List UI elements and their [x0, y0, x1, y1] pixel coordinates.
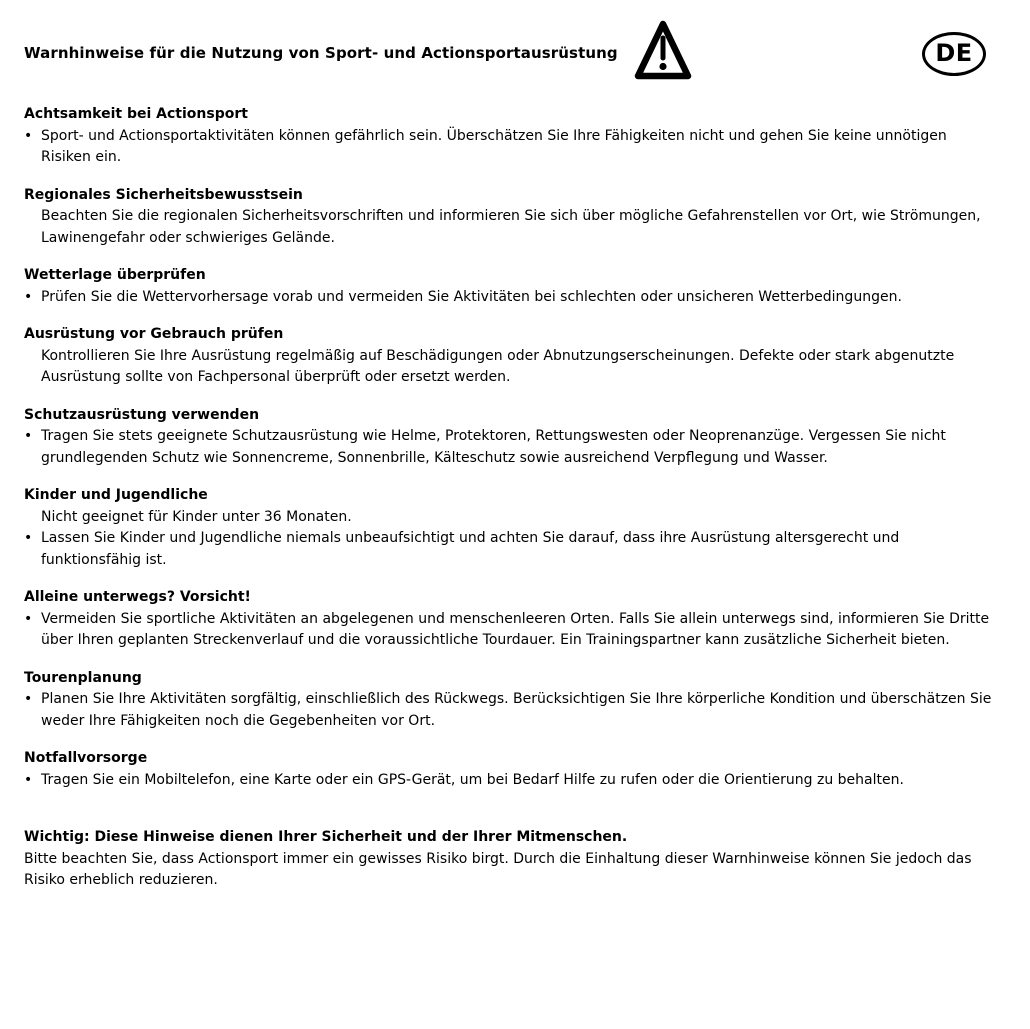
section-heading: Alleine unterwegs? Vorsicht!	[24, 589, 251, 605]
list-item-text: Lassen Sie Kinder und Jugendliche niemals unbeaufsichtigt und achten Sie darauf, dass ihre Ausrüstung altersgerecht und funktionsfähig ist.	[41, 530, 900, 568]
document-title: Warnhinweise für die Nutzung von Sport- und Actionsportausrüstung	[24, 44, 618, 63]
list-item	[24, 507, 1000, 529]
section-items	[24, 206, 1000, 249]
list-item-text: Vermeiden Sie sportliche Aktivitäten an abgelegenen und menschenleeren Orten. Falls Sie allein unterwegs sind, informieren Sie Dritte über Ihren geplanten Streckenverlauf und die voraussichtliche Tourdauer. Ein Trainingspartner kann zusätzliche Sicherheit bieten.	[41, 610, 990, 648]
list-item	[24, 689, 1000, 732]
section	[24, 104, 1000, 169]
bullet-marker	[24, 507, 41, 529]
footer-important-heading: Wichtig: Diese Hinweise dienen Ihrer Sicherheit und der Ihrer Mitmenschen.	[24, 829, 628, 845]
bullet-marker: •	[24, 610, 33, 627]
section	[24, 405, 1000, 470]
bullet-marker	[24, 346, 41, 389]
list-item	[24, 346, 1000, 389]
sections	[24, 104, 1000, 791]
section-heading: Regionales Sicherheitsbewusstsein	[24, 186, 303, 203]
document-header	[24, 22, 1000, 86]
section-heading: Achtsamkeit bei Actionsport	[24, 106, 248, 122]
list-item-text: Planen Sie Ihre Aktivitäten sorgfältig, einschließlich des Rückwegs. Berücksichtigen Sie Ihre körperliche Kondition und überschätzen Sie weder Ihre Fähigkeiten noch die Gegebenheiten vor Ort.	[41, 691, 992, 729]
section	[24, 185, 1000, 250]
list-item	[24, 206, 1000, 249]
section-items	[24, 287, 1000, 309]
section-heading: Wetterlage überprüfen	[24, 267, 206, 283]
section-items	[24, 426, 1000, 469]
footer-text: Bitte beachten Sie, dass Actionsport immer ein gewisses Risiko birgt. Durch die Einhaltung dieser Warnhinweise können Sie jedoch das Risiko erheblich reduzieren.	[24, 850, 972, 888]
section	[24, 324, 1000, 389]
section-items	[24, 126, 1000, 169]
bullet-marker: •	[24, 691, 33, 707]
list-item-text: Beachten Sie die regionalen Sicherheitsvorschriften und informieren Sie sich über mögliche Gefahrenstellen vor Ort, wie Strömungen, Lawinengefahr oder schwieriges Gelände.	[41, 208, 981, 246]
list-item	[24, 609, 1000, 652]
bullet-marker	[24, 206, 41, 249]
section-heading: Schutzausrüstung verwenden	[24, 406, 260, 423]
bullet-marker: •	[24, 771, 33, 788]
language-badge: DE	[922, 32, 986, 76]
list-item	[24, 426, 1000, 469]
bullet-marker: •	[24, 428, 33, 444]
list-item-text: Tragen Sie stets geeignete Schutzausrüstung wie Helme, Protektoren, Rettungswesten oder Neoprenanzüge. Vergessen Sie nicht grundlegenden Schutz wie Sonnencreme, Sonnenbrille, Kälteschutz sowie ausreichend Verpflegung und Wasser.	[41, 428, 946, 466]
warning-triangle-icon	[634, 19, 692, 90]
section	[24, 587, 1000, 652]
section-heading: Kinder und Jugendliche	[24, 487, 208, 503]
list-item	[24, 528, 1000, 571]
section-heading: Notfallvorsorge	[24, 750, 148, 766]
section-heading: Ausrüstung vor Gebrauch prüfen	[24, 326, 284, 342]
section-items	[24, 689, 1000, 732]
list-item-text: Sport- und Actionsportaktivitäten können gefährlich sein. Überschätzen Sie Ihre Fähigkeiten nicht und gehen Sie keine unnötigen Risiken ein.	[41, 127, 947, 165]
bullet-marker: •	[24, 288, 33, 305]
section	[24, 668, 1000, 733]
section-items	[24, 609, 1000, 652]
section-items	[24, 507, 1000, 572]
list-item-text: Prüfen Sie die Wettervorhersage vorab und vermeiden Sie Aktivitäten bei schlechten oder unsicheren Wetterbedingungen.	[41, 288, 902, 305]
list-item-text: Kontrollieren Sie Ihre Ausrüstung regelmäßig auf Beschädigungen oder Abnutzungserscheinungen. Defekte oder stark abgenutzte Ausrüstung sollte von Fachpersonal überprüft oder ersetzt werden.	[41, 347, 955, 385]
footer-note	[24, 827, 1000, 892]
section-items	[24, 346, 1000, 389]
list-item	[24, 770, 1000, 792]
list-item-text: Nicht geeignet für Kinder unter 36 Monaten.	[41, 508, 352, 525]
bullet-marker: •	[24, 127, 33, 144]
list-item-text: Tragen Sie ein Mobiltelefon, eine Karte oder ein GPS-Gerät, um bei Bedarf Hilfe zu rufen oder die Orientierung zu behalten.	[41, 771, 904, 788]
list-item	[24, 126, 1000, 169]
section-items	[24, 770, 1000, 792]
bullet-marker: •	[24, 530, 33, 546]
list-item	[24, 287, 1000, 309]
section	[24, 748, 1000, 791]
section-heading: Tourenplanung	[24, 669, 142, 686]
section	[24, 265, 1000, 308]
section	[24, 485, 1000, 571]
